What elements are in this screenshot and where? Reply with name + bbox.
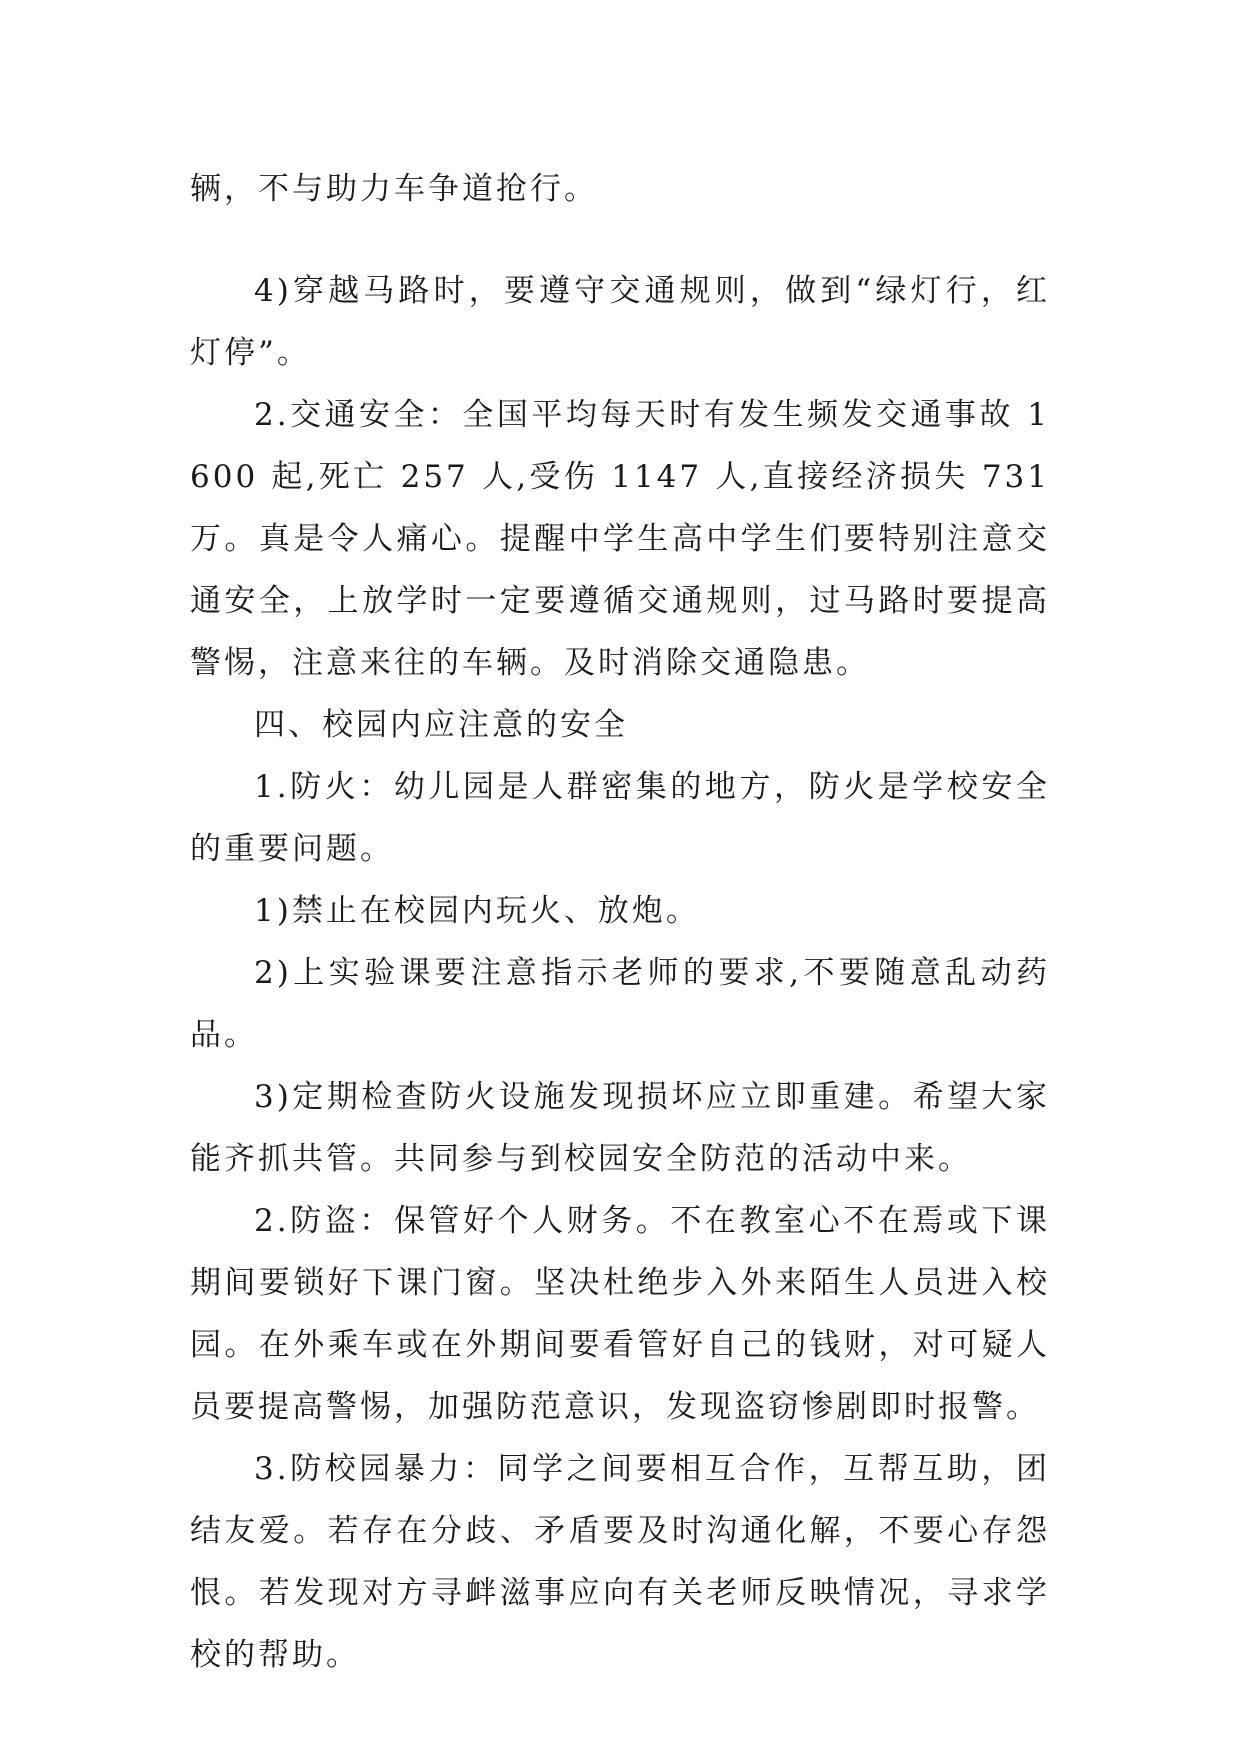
paragraph-fire-rule-1: 1)禁止在校园内玩火、放炮。: [254, 893, 700, 929]
paragraph-theft-prevention: 2.防盗：保管好个人财务。不在教室心不在焉或下课期间要锁好下课门窗。坚决杜绝步入外来陌生人员进入校园。在外乘车或在外期间要看管好自己的钱财，对可疑人员要提高警惕，加强防范意识，发现盗窃惨剧即时报警。: [190, 1203, 1050, 1425]
paragraph-fire-rule-3: 3)定期检查防火设施发现损坏应立即重建。希望大家能齐抓共管。共同参与到校园安全防范的活动中来。: [190, 1079, 1050, 1177]
paragraph-traffic-safety: 2.交通安全：全国平均每天时有发生频发交通事故 1600 起,死亡 257 人,受伤 1147 人,直接经济损失 731 万。真是令人痛心。提醒中学生高中学生们要特别注意交通安全，上放学时一定要遵循交通规则，过马路时要提高警惕，注意来往的车辆。及时消除交通隐患。: [190, 397, 1050, 681]
section-heading-campus-safety: 四、校园内应注意的安全: [254, 707, 628, 743]
document-body: [190, 158, 1050, 1686]
paragraph-violence-prevention: 3.防校园暴力：同学之间要相互合作，互帮互助，团结友爱。若存在分歧、矛盾要及时沟通化解，不要心存怨恨。若发现对方寻衅滋事应向有关老师反映情况，寻求学校的帮助。: [190, 1451, 1050, 1673]
paragraph-traffic-rule-4: 4)穿越马路时，要遵守交通规则，做到“绿灯行，红灯停”。: [190, 273, 1050, 371]
paragraph-fire-prevention: 1.防火：幼儿园是人群密集的地方，防火是学校安全的重要问题。: [190, 769, 1050, 867]
paragraph-fire-rule-2: 2)上实验课要注意指示老师的要求,不要随意乱动药品。: [190, 955, 1050, 1053]
paragraph-continuation: 辆，不与助力车争道抢行。: [190, 171, 598, 207]
